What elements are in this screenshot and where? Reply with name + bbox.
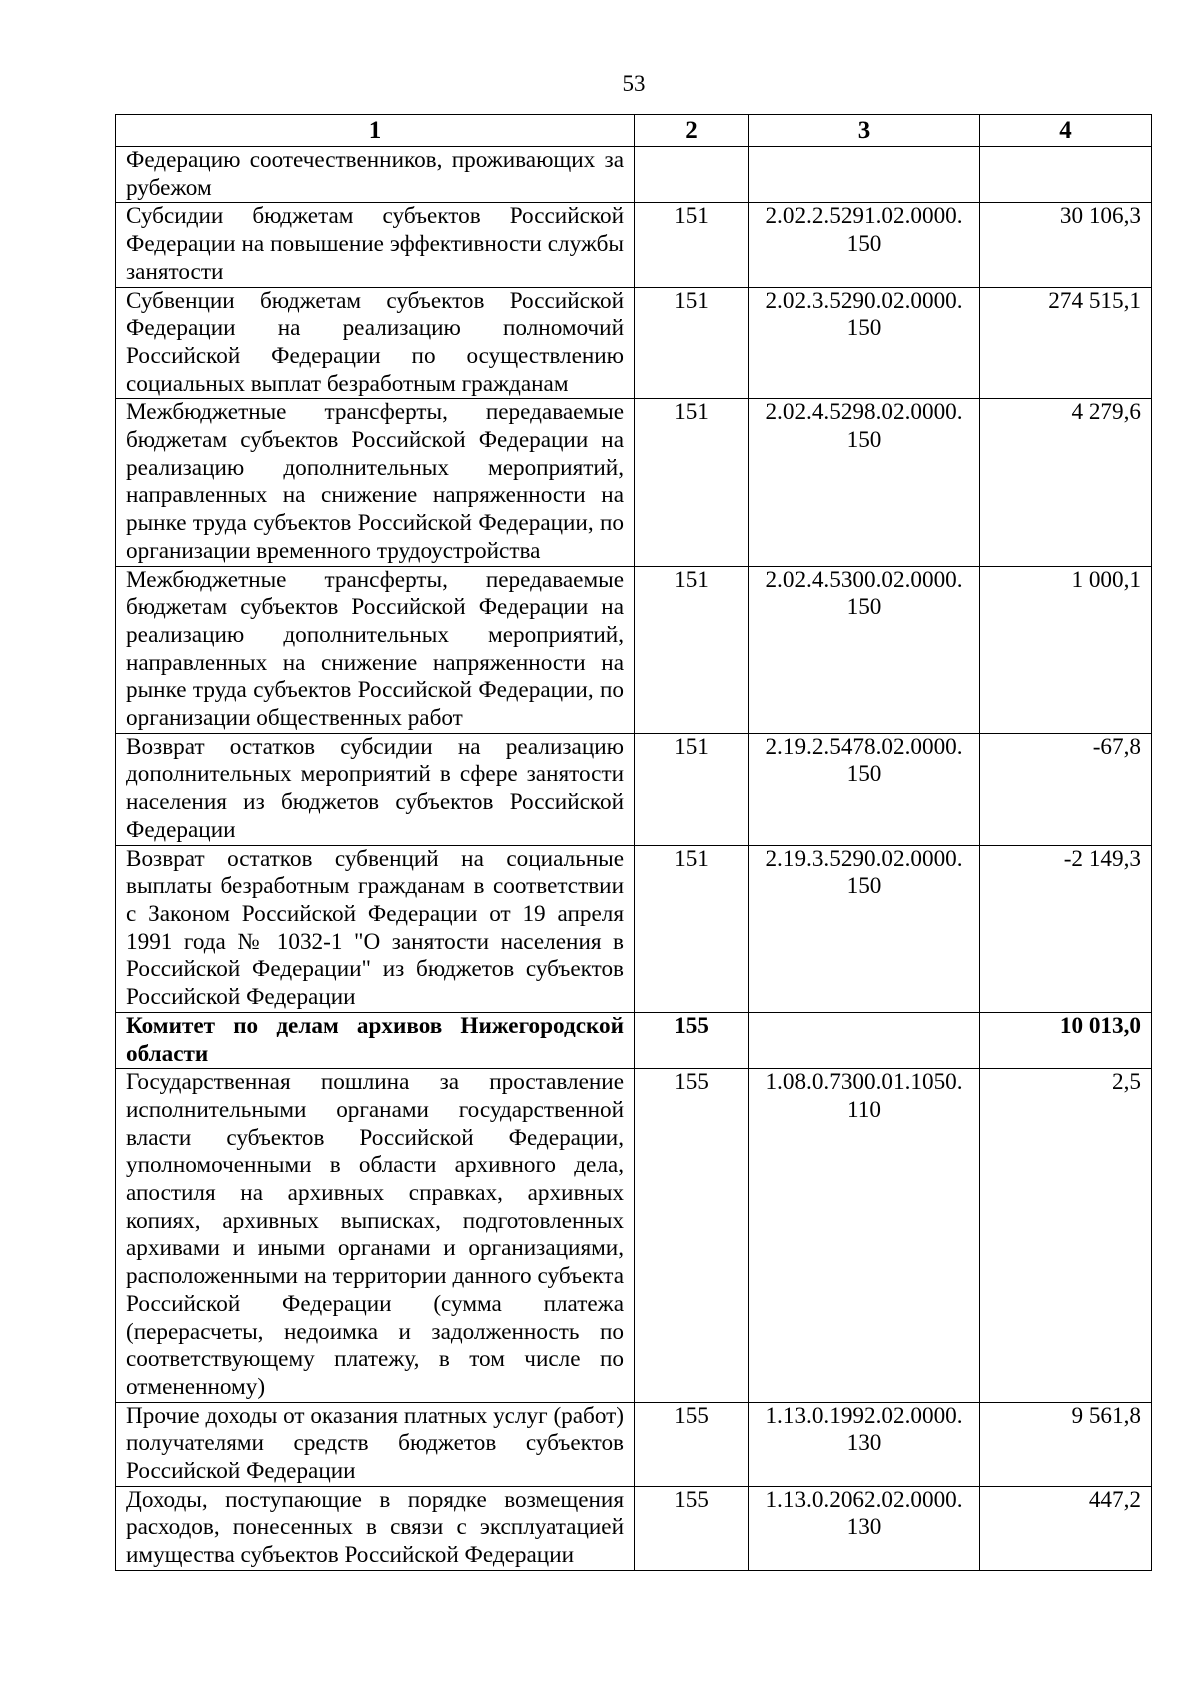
row-admin-code: 151 [635,733,749,845]
row-admin-code: 151 [635,203,749,287]
row-description: Возврат остатков субвенций на социальные выплаты безработным гражданам в соответствии с Законом Российской Федерации от 19 апреля 1991 года № 1032-1 "О занятости населения в Российской Федерации" из бюджетов субъектов Российской Федерации [116,845,635,1012]
row-budget-code: 2.02.4.5300.02.0000. 150 [749,566,980,733]
section-header-row [116,1012,1152,1068]
table-row [116,147,1152,203]
header-col-1: 1 [116,115,635,147]
header-col-4: 4 [980,115,1152,147]
row-amount: 10 013,0 [980,1012,1152,1068]
table-row [116,1402,1152,1486]
row-amount: 1 000,1 [980,566,1152,733]
header-row [116,115,1152,147]
row-budget-code: 2.02.2.5291.02.0000. 150 [749,203,980,287]
row-admin-code: 151 [635,287,749,399]
row-description: Межбюджетные трансферты, передаваемые бюджетам субъектов Российской Федерации на реализацию дополнительных мероприятий, направленных на снижение напряженности на рынке труда субъектов Российской Федерации, по организации общественных работ [116,566,635,733]
table-row [116,203,1152,287]
row-description: Государственная пошлина за проставление исполнительными органами государственной власти субъектов Российской Федерации, уполномоченными в области архивного дела, апостиля на архивных справках, архивных копиях, архивных выписках, подготовленных архивами и иными органами и организациями, расположенными на территории данного субъекта Российской Федерации (сумма платежа (перерасчеты, недоимка и задолженность по соответствующему платежу, в том числе по отмененному) [116,1069,635,1402]
row-admin-code: 155 [635,1402,749,1486]
row-admin-code [635,147,749,203]
row-amount: 2,5 [980,1069,1152,1402]
row-description: Комитет по делам архивов Нижегородской области [116,1012,635,1068]
row-description: Межбюджетные трансферты, передаваемые бюджетам субъектов Российской Федерации на реализацию дополнительных мероприятий, направленных на снижение напряженности на рынке труда субъектов Российской Федерации, по организации временного трудоустройства [116,399,635,566]
row-description: Возврат остатков субсидии на реализацию дополнительных мероприятий в сфере занятости населения из бюджетов субъектов Российской Федерации [116,733,635,845]
row-admin-code: 155 [635,1069,749,1402]
row-budget-code [749,147,980,203]
table-row [116,566,1152,733]
row-admin-code: 155 [635,1486,749,1570]
header-col-3: 3 [749,115,980,147]
row-budget-code: 1.08.0.7300.01.1050. 110 [749,1069,980,1402]
row-budget-code: 2.19.2.5478.02.0000. 150 [749,733,980,845]
row-amount: 447,2 [980,1486,1152,1570]
table-row [116,1069,1152,1402]
row-amount: 9 561,8 [980,1402,1152,1486]
row-description: Федерацию соотечественников, проживающих за рубежом [116,147,635,203]
table-row [116,733,1152,845]
row-budget-code: 1.13.0.1992.02.0000. 130 [749,1402,980,1486]
revenue-table [115,114,1152,1571]
row-budget-code: 1.13.0.2062.02.0000. 130 [749,1486,980,1570]
row-amount: -67,8 [980,733,1152,845]
row-amount: -2 149,3 [980,845,1152,1012]
table-row [116,399,1152,566]
row-admin-code: 155 [635,1012,749,1068]
row-admin-code: 151 [635,845,749,1012]
row-amount [980,147,1152,203]
row-amount: 4 279,6 [980,399,1152,566]
table-row [116,1486,1152,1570]
table-row [116,287,1152,399]
row-amount: 274 515,1 [980,287,1152,399]
row-amount: 30 106,3 [980,203,1152,287]
row-description: Субсидии бюджетам субъектов Российской Федерации на повышение эффективности службы занятости [116,203,635,287]
row-budget-code [749,1012,980,1068]
header-col-2: 2 [635,115,749,147]
row-description: Субвенции бюджетам субъектов Российской Федерации на реализацию полномочий Российской Федерации по осуществлению социальных выплат безработным гражданам [116,287,635,399]
row-admin-code: 151 [635,566,749,733]
row-description: Доходы, поступающие в порядке возмещения расходов, понесенных в связи с эксплуатацией имущества субъектов Российской Федерации [116,1486,635,1570]
table-row [116,845,1152,1012]
page-number: 53 [622,71,646,96]
row-budget-code: 2.19.3.5290.02.0000. 150 [749,845,980,1012]
row-budget-code: 2.02.3.5290.02.0000. 150 [749,287,980,399]
row-budget-code: 2.02.4.5298.02.0000. 150 [749,399,980,566]
row-admin-code: 151 [635,399,749,566]
row-description: Прочие доходы от оказания платных услуг (работ) получателями средств бюджетов субъектов Российской Федерации [116,1402,635,1486]
